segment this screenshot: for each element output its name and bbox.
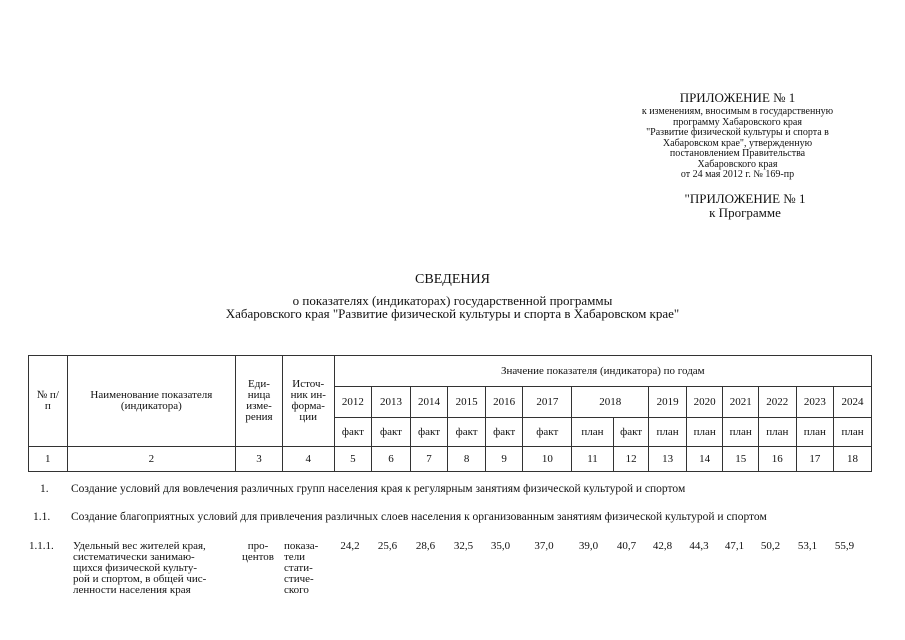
year-cell: 2012 [334, 387, 372, 418]
year-cell: 2013 [372, 387, 411, 418]
indicator-value: 28,6 [415, 540, 436, 552]
column-number: 17 [796, 447, 834, 472]
column-number: 12 [613, 447, 649, 472]
type-cell: план [686, 418, 723, 447]
column-number: 15 [723, 447, 759, 472]
indicator-name-line: ленности населения края [73, 584, 191, 596]
annex-line: от 24 мая 2012 г. № 169-пр [680, 169, 795, 180]
type-cell: факт [485, 418, 523, 447]
year-cell: 2021 [723, 387, 759, 418]
column-number: 5 [334, 447, 372, 472]
document-title: СВЕДЕНИЯ [415, 272, 490, 287]
indicator-value: 24,2 [340, 540, 360, 552]
unit-line: про- [247, 540, 269, 552]
year-cell: 2018 [572, 387, 649, 418]
annex-line: "Развитие физической культуры и спорта в [646, 127, 829, 138]
column-number: 18 [834, 447, 872, 472]
subtitle-line: Хабаровского края "Развитие физической культуры и спорта в Хабаровском крае" [225, 306, 680, 321]
header-unit: Еди-ница изме-рения [236, 356, 283, 447]
annex2-title: "ПРИЛОЖЕНИЕ № 1 [684, 191, 806, 206]
year-cell: 2015 [448, 387, 486, 418]
type-cell: факт [448, 418, 486, 447]
indicator-value: 50,2 [760, 540, 781, 552]
indicator-value: 53,1 [797, 540, 818, 552]
source-line: ского [284, 584, 309, 596]
type-cell: план [758, 418, 796, 447]
column-number: 11 [572, 447, 614, 472]
year-cell: 2022 [758, 387, 796, 418]
type-cell: план [572, 418, 614, 447]
indicator-value: 37,0 [534, 540, 554, 552]
indicator-name [73, 541, 206, 596]
indicator-name-line: систематически занимаю- [73, 551, 195, 563]
subtitle-line: о показателях (индикаторах) государственной программы [292, 293, 613, 308]
year-cell: 2023 [796, 387, 834, 418]
header-num: № п/п [29, 356, 68, 447]
year-cell: 2014 [410, 387, 448, 418]
subsection-number: 1.1. [33, 511, 51, 523]
column-number: 10 [523, 447, 572, 472]
column-number: 16 [758, 447, 796, 472]
unit-line: центов [241, 551, 274, 563]
column-number: 6 [372, 447, 411, 472]
column-number: 13 [649, 447, 687, 472]
indicator-unit [238, 541, 278, 563]
annex-line: к изменениям, вносимым в государственную [641, 106, 834, 117]
indicator-number: 1.1.1. [29, 540, 54, 552]
header-source: Источ-ник ин-форма-ции [282, 356, 334, 447]
type-cell: план [649, 418, 687, 447]
column-number: 1 [29, 447, 68, 472]
section-title: Создание условий для вовлечения различных групп населения края к регулярным занятиям физической культурой и спортом [71, 483, 686, 495]
type-cell: факт [410, 418, 448, 447]
annex-line: программу Хабаровского края [673, 116, 802, 128]
indicators-table [28, 355, 872, 472]
indicator-value: 32,5 [453, 540, 474, 552]
year-cell: 2016 [485, 387, 523, 418]
indicator-value: 44,3 [689, 540, 709, 552]
source-line: показа- [284, 540, 319, 552]
type-cell: план [723, 418, 759, 447]
annex-line: Хабаровского края [697, 158, 778, 170]
year-cell: 2020 [686, 387, 723, 418]
indicator-name-line: Удельный вес жителей края, [73, 540, 206, 552]
column-number: 14 [686, 447, 723, 472]
annex-line: Хабаровском крае", утвержденную [662, 137, 813, 149]
year-cell: 2019 [649, 387, 687, 418]
indicator-value: 35,0 [490, 540, 511, 552]
indicator-value: 47,1 [724, 540, 745, 552]
source-line: тели [284, 551, 306, 563]
type-cell: факт [334, 418, 372, 447]
indicator-value: 25,6 [377, 540, 398, 552]
indicator-name-line: рой и спортом, в общей чис- [73, 573, 207, 585]
annex2-subtitle: к Программе [709, 205, 781, 220]
source-line: стати- [284, 562, 313, 574]
document-subtitle [0, 294, 905, 320]
indicator-value: 42,8 [652, 540, 673, 552]
indicator-value: 40,7 [616, 540, 637, 552]
subsection-title: Создание благоприятных условий для привлечения различных слоев населения к организованным занятиям физической культурой и спортом [71, 511, 767, 523]
indicator-source [284, 541, 318, 596]
column-number: 7 [410, 447, 448, 472]
column-number: 2 [67, 447, 236, 472]
source-line: стиче- [284, 573, 314, 585]
column-number: 8 [448, 447, 486, 472]
header-values: Значение показателя (индикатора) по годам [334, 356, 871, 387]
indicator-value: 39,0 [578, 540, 599, 552]
type-cell: факт [523, 418, 572, 447]
annex-title: ПРИЛОЖЕНИЕ № 1 [679, 90, 796, 105]
type-cell: факт [613, 418, 649, 447]
column-number: 9 [485, 447, 523, 472]
column-number: 3 [236, 447, 283, 472]
column-number: 4 [282, 447, 334, 472]
year-cell: 2017 [523, 387, 572, 418]
type-cell: план [834, 418, 872, 447]
annex-line: постановлением Правительства [669, 148, 806, 159]
annex-body [600, 107, 875, 181]
year-cell: 2024 [834, 387, 872, 418]
type-cell: факт [372, 418, 411, 447]
section-number: 1. [40, 483, 49, 495]
header-name: Наименование показателя (индикатора) [67, 356, 236, 447]
indicator-name-line: щихся физической культу- [73, 562, 198, 574]
indicator-value: 55,9 [834, 540, 855, 552]
type-cell: план [796, 418, 834, 447]
